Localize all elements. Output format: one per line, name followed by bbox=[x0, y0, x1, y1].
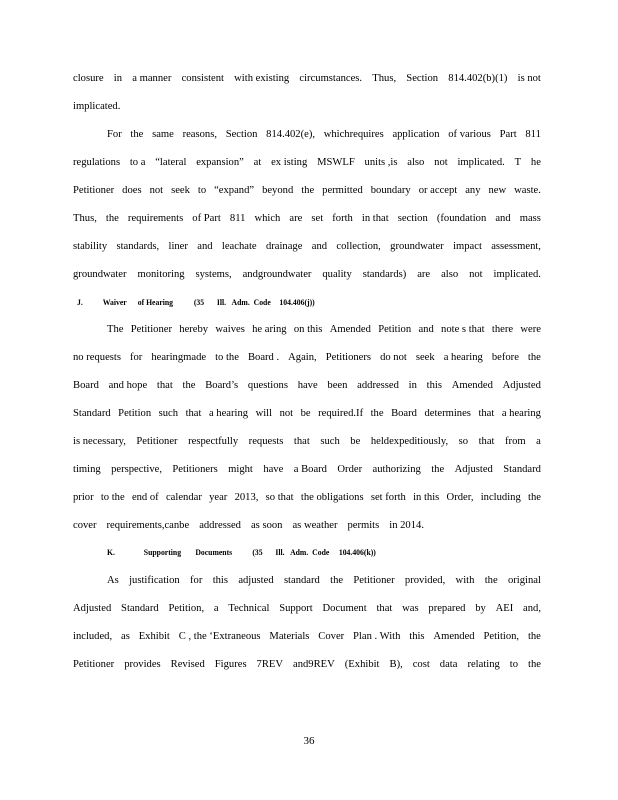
word: expansion” bbox=[196, 157, 244, 168]
word: systems, bbox=[195, 269, 232, 280]
word: Board bbox=[73, 380, 99, 391]
text-line bbox=[73, 491, 541, 505]
heading-word: K. bbox=[107, 548, 115, 557]
word: groundwater bbox=[73, 269, 127, 280]
word: the bbox=[528, 659, 541, 670]
word: permits bbox=[347, 520, 380, 531]
word: Technical bbox=[228, 603, 270, 614]
heading-word: of Hearing bbox=[137, 298, 174, 307]
word: Materials bbox=[269, 631, 310, 642]
word: same bbox=[152, 129, 174, 140]
word: Petition, bbox=[168, 603, 205, 614]
word: provided, bbox=[404, 575, 446, 586]
word: were bbox=[520, 324, 541, 335]
word: standards, bbox=[116, 241, 160, 252]
word: and bbox=[197, 241, 213, 252]
word: Thus, bbox=[372, 73, 397, 84]
word: and hope bbox=[108, 380, 148, 391]
word: monitoring bbox=[137, 269, 185, 280]
word: section bbox=[397, 213, 428, 224]
word: which bbox=[254, 213, 281, 224]
word: Petition, bbox=[483, 631, 520, 642]
word: requirements,canbe bbox=[106, 520, 190, 531]
word: impact bbox=[453, 241, 482, 252]
word: 814.402(e), bbox=[266, 129, 316, 140]
word: forth bbox=[332, 213, 353, 224]
word: he aring bbox=[252, 324, 287, 335]
word: 814.402(b)(1) bbox=[448, 73, 508, 84]
heading-word: (35 bbox=[252, 548, 263, 557]
heading-word: J. bbox=[77, 298, 83, 307]
word: he bbox=[530, 157, 541, 168]
word: with bbox=[455, 575, 475, 586]
word: hearingmade bbox=[151, 352, 207, 363]
word: standards) bbox=[362, 269, 407, 280]
word: the bbox=[528, 492, 541, 503]
word: of Part bbox=[192, 213, 221, 224]
word: the bbox=[301, 185, 315, 196]
word: at bbox=[253, 157, 262, 168]
word: as weather bbox=[292, 520, 338, 531]
word: 2013, bbox=[234, 492, 259, 503]
word: seek bbox=[171, 185, 190, 196]
word: year bbox=[209, 492, 228, 503]
word: so that bbox=[265, 492, 294, 503]
word: questions bbox=[247, 380, 288, 391]
word: Board . bbox=[247, 352, 280, 363]
word: adjusted bbox=[238, 575, 274, 586]
word: Board’s bbox=[205, 380, 239, 391]
word: the bbox=[330, 575, 344, 586]
word: Exhibit bbox=[138, 631, 170, 642]
word: from bbox=[505, 436, 526, 447]
word: addressed bbox=[199, 520, 241, 531]
word: Petitioner bbox=[136, 436, 178, 447]
word: including bbox=[480, 492, 521, 503]
word: a manner bbox=[132, 73, 172, 84]
word: also bbox=[441, 269, 459, 280]
word: Petition bbox=[378, 324, 412, 335]
heading-word: Adm. bbox=[231, 298, 250, 307]
word: as bbox=[121, 631, 130, 642]
word: will bbox=[255, 408, 273, 419]
word: andgroundwater bbox=[242, 269, 312, 280]
heading-word: Ill. bbox=[216, 298, 227, 307]
word: Section bbox=[406, 73, 439, 84]
word: reasons, bbox=[182, 129, 217, 140]
text-line bbox=[73, 212, 541, 226]
word: or accept bbox=[418, 185, 458, 196]
heading-word: Code bbox=[253, 298, 271, 307]
word: no requests bbox=[73, 352, 121, 363]
word: requests bbox=[248, 436, 284, 447]
word: Petitioner bbox=[353, 575, 395, 586]
word: do not bbox=[380, 352, 407, 363]
word: for bbox=[129, 352, 143, 363]
word: that bbox=[156, 380, 173, 391]
word: drainage bbox=[265, 241, 303, 252]
word: prior bbox=[73, 492, 94, 503]
word: regulations bbox=[73, 157, 121, 168]
word: that bbox=[478, 408, 495, 419]
word: AEI bbox=[495, 603, 514, 614]
word: For bbox=[107, 129, 122, 140]
word: stability bbox=[73, 241, 108, 252]
word: Petitioners bbox=[325, 352, 372, 363]
word: prepared bbox=[428, 603, 466, 614]
word: is not bbox=[517, 73, 541, 84]
word: 7REV bbox=[256, 659, 284, 670]
word: perspective, bbox=[111, 464, 162, 475]
word: the bbox=[370, 408, 384, 419]
word: such bbox=[158, 408, 179, 419]
word: beyond bbox=[262, 185, 294, 196]
word: have bbox=[263, 464, 284, 475]
word: calendar bbox=[165, 492, 202, 503]
page-number: 36 bbox=[303, 735, 315, 747]
text-line bbox=[73, 351, 541, 365]
word: Petitioner bbox=[130, 324, 172, 335]
word: original bbox=[507, 575, 541, 586]
word: also bbox=[407, 157, 425, 168]
word: the bbox=[105, 213, 119, 224]
word: consistent bbox=[181, 73, 224, 84]
word: justification bbox=[129, 575, 180, 586]
word: of various bbox=[448, 129, 491, 140]
text-line bbox=[73, 463, 541, 477]
word: Amended bbox=[329, 324, 371, 335]
word: B), bbox=[389, 659, 403, 670]
word: does bbox=[122, 185, 142, 196]
text-line bbox=[73, 100, 541, 114]
text-line bbox=[73, 156, 541, 170]
word: not bbox=[434, 157, 448, 168]
word: determines bbox=[424, 408, 471, 419]
word: application bbox=[392, 129, 440, 140]
word: to bbox=[509, 659, 519, 670]
word: Petition bbox=[118, 408, 152, 419]
text-line bbox=[73, 72, 541, 86]
word: boundary bbox=[370, 185, 411, 196]
word: was bbox=[402, 603, 419, 614]
text-line bbox=[73, 268, 541, 282]
word: with existing bbox=[234, 73, 290, 84]
word: is necessary, bbox=[73, 436, 126, 447]
word: provides bbox=[124, 659, 161, 670]
word: to a bbox=[129, 157, 146, 168]
word: Thus, bbox=[73, 213, 97, 224]
word: The bbox=[107, 324, 124, 335]
word: groundwater bbox=[390, 241, 444, 252]
word: are bbox=[417, 269, 431, 280]
text-line bbox=[73, 184, 541, 198]
word: that bbox=[376, 603, 393, 614]
text-line bbox=[73, 602, 541, 616]
word: in that bbox=[361, 213, 389, 224]
word: Standard bbox=[503, 464, 541, 475]
word: any bbox=[465, 185, 481, 196]
text-line bbox=[73, 658, 541, 672]
word: this bbox=[426, 380, 442, 391]
word: “lateral bbox=[155, 157, 187, 168]
text-line bbox=[73, 240, 541, 254]
word: Revised bbox=[170, 659, 205, 670]
word: circumstances. bbox=[299, 73, 363, 84]
word: Order, bbox=[446, 492, 474, 503]
word: in this bbox=[413, 492, 440, 503]
word: by bbox=[475, 603, 486, 614]
word: set forth bbox=[370, 492, 406, 503]
word: implicated. bbox=[73, 101, 121, 112]
text-line bbox=[73, 519, 541, 533]
word: seek bbox=[415, 352, 435, 363]
heading-word: Documents bbox=[195, 548, 233, 557]
word: set bbox=[311, 213, 324, 224]
word: whichrequires bbox=[323, 129, 384, 140]
word: relating bbox=[467, 659, 500, 670]
heading-word: Ill. bbox=[275, 548, 285, 557]
word: Standard bbox=[121, 603, 159, 614]
word: units ,is bbox=[364, 157, 398, 168]
word: MSWLF bbox=[317, 157, 355, 168]
word: Part bbox=[499, 129, 517, 140]
word: this bbox=[212, 575, 228, 586]
word: and, bbox=[523, 603, 541, 614]
word: that bbox=[185, 408, 202, 419]
word: leachate bbox=[221, 241, 257, 252]
word: requirements bbox=[127, 213, 184, 224]
word: Figures bbox=[214, 659, 247, 670]
word: Petitioner bbox=[73, 659, 115, 670]
text-line bbox=[107, 323, 541, 337]
word: a Board bbox=[293, 464, 327, 475]
word: 811 bbox=[229, 213, 246, 224]
word: and bbox=[418, 324, 434, 335]
text-line bbox=[73, 379, 541, 393]
word: the bbox=[130, 129, 144, 140]
word: (Exhibit bbox=[344, 659, 380, 670]
word: authorizing bbox=[372, 464, 421, 475]
word: Petitioners bbox=[172, 464, 218, 475]
word: the obligations bbox=[300, 492, 364, 503]
word: addressed bbox=[357, 380, 399, 391]
word: have bbox=[297, 380, 318, 391]
word: Document bbox=[322, 603, 367, 614]
word: and9REV bbox=[293, 659, 335, 670]
word: in 2014. bbox=[389, 520, 424, 531]
word: Order bbox=[337, 464, 363, 475]
word: collection, bbox=[336, 241, 381, 252]
word: note s that bbox=[441, 324, 485, 335]
text-line bbox=[73, 630, 541, 644]
word: new bbox=[488, 185, 507, 196]
word: for bbox=[190, 575, 203, 586]
heading-word: Supporting bbox=[143, 548, 182, 557]
word: Cover bbox=[318, 631, 345, 642]
word: Adjusted bbox=[73, 603, 112, 614]
word: waste. bbox=[514, 185, 541, 196]
word: in bbox=[113, 73, 123, 84]
word: to bbox=[197, 185, 207, 196]
word: heldexpeditiously, bbox=[370, 436, 449, 447]
word: are bbox=[289, 213, 303, 224]
word: Petitioner bbox=[73, 185, 115, 196]
word: the bbox=[431, 464, 445, 475]
word: Again, bbox=[288, 352, 317, 363]
word: a hearing bbox=[443, 352, 483, 363]
word: to the bbox=[100, 492, 125, 503]
word: As bbox=[107, 575, 119, 586]
word: cost bbox=[412, 659, 430, 670]
word: 811 bbox=[525, 129, 541, 140]
word: required.If bbox=[318, 408, 364, 419]
word: waives bbox=[215, 324, 245, 335]
word: implicated. bbox=[493, 269, 541, 280]
word: (foundation bbox=[436, 213, 487, 224]
word: such bbox=[320, 436, 340, 447]
word: on this bbox=[293, 324, 323, 335]
word: Amended bbox=[433, 631, 475, 642]
word: not bbox=[279, 408, 294, 419]
word: Section bbox=[225, 129, 258, 140]
word: Adjusted bbox=[502, 380, 541, 391]
word: assessment, bbox=[491, 241, 541, 252]
word: a bbox=[213, 603, 219, 614]
word: as soon bbox=[250, 520, 283, 531]
word: and bbox=[311, 241, 328, 252]
heading-word: 104.406(k)) bbox=[338, 548, 376, 557]
word: permitted bbox=[322, 185, 363, 196]
word: the bbox=[182, 380, 196, 391]
word: respectfully bbox=[188, 436, 239, 447]
word: standard bbox=[283, 575, 320, 586]
heading-word: Code bbox=[312, 548, 330, 557]
word: “expand” bbox=[214, 185, 255, 196]
word: the bbox=[527, 352, 541, 363]
word: mass bbox=[519, 213, 541, 224]
heading-word: Waiver bbox=[102, 298, 127, 307]
word: included, bbox=[73, 631, 113, 642]
word: a hearing bbox=[208, 408, 249, 419]
word: the bbox=[527, 631, 541, 642]
word: to the bbox=[215, 352, 239, 363]
word: a hearing bbox=[501, 408, 541, 419]
word: T bbox=[514, 157, 522, 168]
word: cover bbox=[73, 520, 97, 531]
word: Board bbox=[391, 408, 417, 419]
word: liner bbox=[168, 241, 188, 252]
heading-word: 104.406(j)) bbox=[279, 298, 315, 307]
word: hereby bbox=[179, 324, 209, 335]
word: be bbox=[300, 408, 311, 419]
text-line bbox=[73, 435, 541, 449]
word: not bbox=[149, 185, 164, 196]
word: a bbox=[536, 436, 541, 447]
word: and bbox=[495, 213, 511, 224]
word: ex isting bbox=[271, 157, 308, 168]
word: C , the ‘Extraneous bbox=[178, 631, 261, 642]
word: end of bbox=[131, 492, 159, 503]
word: Plan . With bbox=[353, 631, 401, 642]
word: be bbox=[350, 436, 361, 447]
heading-word: Adm. bbox=[290, 548, 309, 557]
word: so bbox=[458, 436, 469, 447]
word: that bbox=[478, 436, 495, 447]
word: there bbox=[491, 324, 514, 335]
word: this bbox=[409, 631, 425, 642]
word: closure bbox=[73, 73, 104, 84]
text-line bbox=[107, 128, 541, 142]
word: Amended bbox=[451, 380, 493, 391]
word: not bbox=[469, 269, 483, 280]
word: might bbox=[228, 464, 253, 475]
word: data bbox=[439, 659, 458, 670]
word: before bbox=[491, 352, 519, 363]
heading-word: (35 bbox=[193, 298, 205, 307]
word: in bbox=[408, 380, 417, 391]
word: Support bbox=[279, 603, 313, 614]
word: that bbox=[293, 436, 310, 447]
word: implicated. bbox=[457, 157, 505, 168]
word: Adjusted bbox=[454, 464, 493, 475]
word: timing bbox=[73, 464, 101, 475]
text-line bbox=[73, 407, 541, 421]
word: been bbox=[327, 380, 348, 391]
text-line bbox=[107, 574, 541, 588]
word: the bbox=[484, 575, 498, 586]
word: Standard bbox=[73, 408, 111, 419]
word: quality bbox=[322, 269, 352, 280]
